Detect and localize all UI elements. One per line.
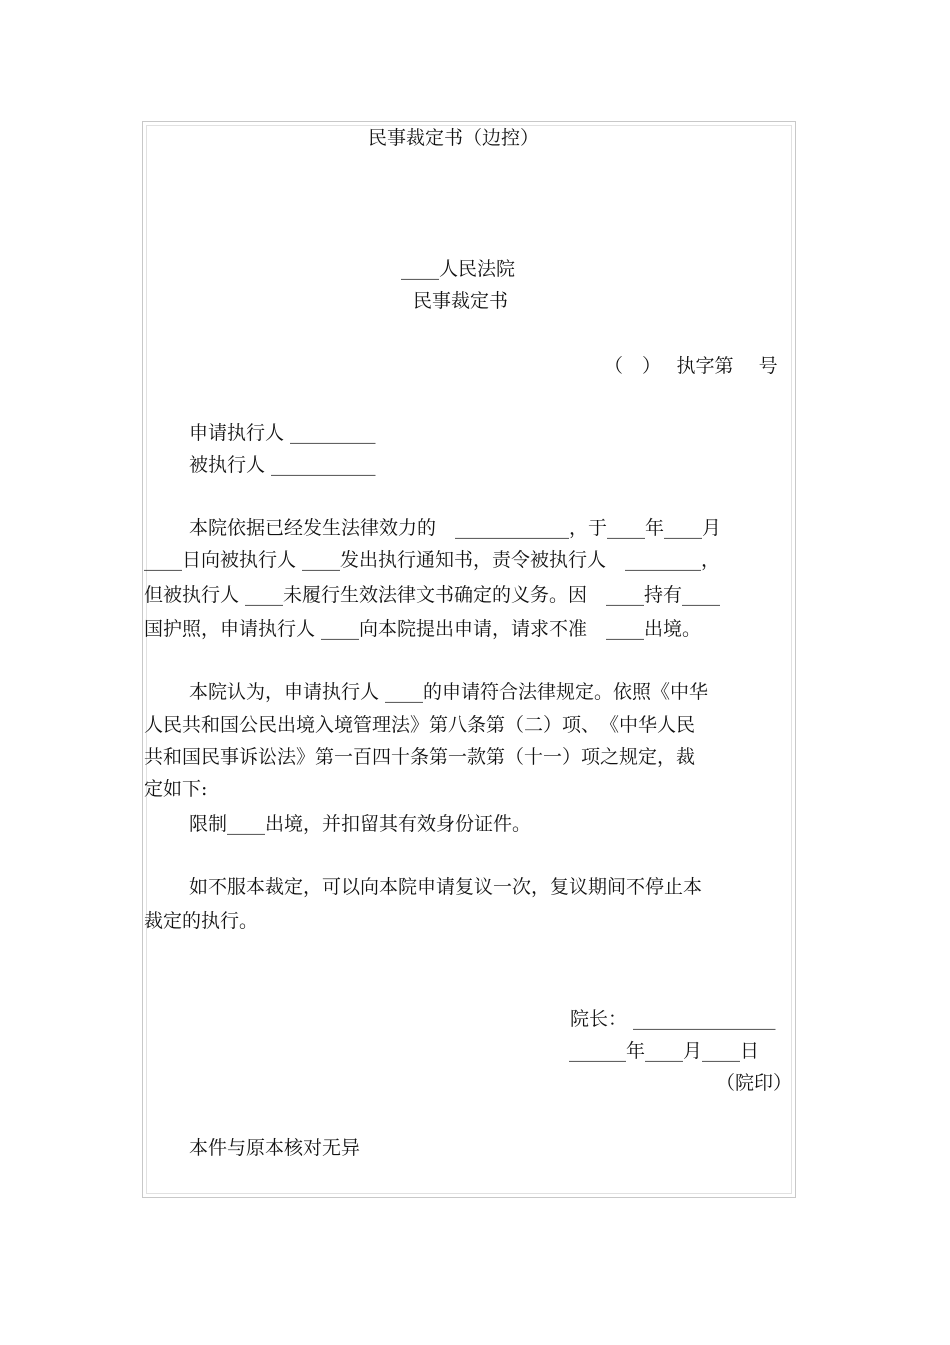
reasoning-paragraph-line: 本院认为，申请执行人 ____的申请符合法律规定。依照《中华 [189, 681, 709, 703]
reasoning-paragraph-line: 共和国民事诉讼法》第一百四十条第一款第（十一）项之规定，裁 [144, 746, 696, 768]
document-border-inner [146, 125, 792, 1194]
appeal-paragraph-line: 如不服本裁定，可以向本院申请复议一次，复议期间不停止本 [189, 876, 703, 898]
respondent-line: 被执行人 ___________ [189, 454, 376, 476]
signature-date: ______年____月____日 [569, 1040, 760, 1062]
facts-paragraph-line: ____日向被执行人 ____发出执行通知书，责令被执行人 ________， [144, 549, 721, 571]
court-name: ____人民法院 [401, 258, 516, 280]
case-number: （ ） 执字第 号 [604, 355, 778, 377]
applicant-line: 申请执行人 _________ [189, 422, 376, 444]
reasoning-paragraph-line: 人民共和国公民出境入境管理法》第八条第（二）项、 《中华人民 [144, 714, 696, 736]
reasoning-paragraph-line: 定如下: [144, 778, 208, 800]
facts-paragraph-line: 但被执行人 ____未履行生效法律文书确定的义务。因 ____持有____ [144, 584, 721, 606]
facts-paragraph-line: 国护照，申请执行人 ____向本院提出申请，请求不准 ____出境。 [144, 618, 702, 640]
president-signature-line: 院长： _______________ [570, 1008, 776, 1030]
court-document-title: 民事裁定书 [413, 290, 509, 312]
document-border [142, 121, 796, 1198]
appeal-paragraph-line: 裁定的执行。 [144, 910, 259, 932]
court-seal-label: （院印） [716, 1072, 793, 1094]
verification-note: 本件与原本核对无异 [189, 1137, 361, 1159]
ruling-text: 限制____出境，并扣留其有效身份证件。 [189, 813, 532, 835]
document-title: 民事裁定书（边控） [368, 127, 540, 149]
facts-paragraph-line: 本院依据已经发生法律效力的 ____________，于____年____月 [189, 517, 722, 539]
